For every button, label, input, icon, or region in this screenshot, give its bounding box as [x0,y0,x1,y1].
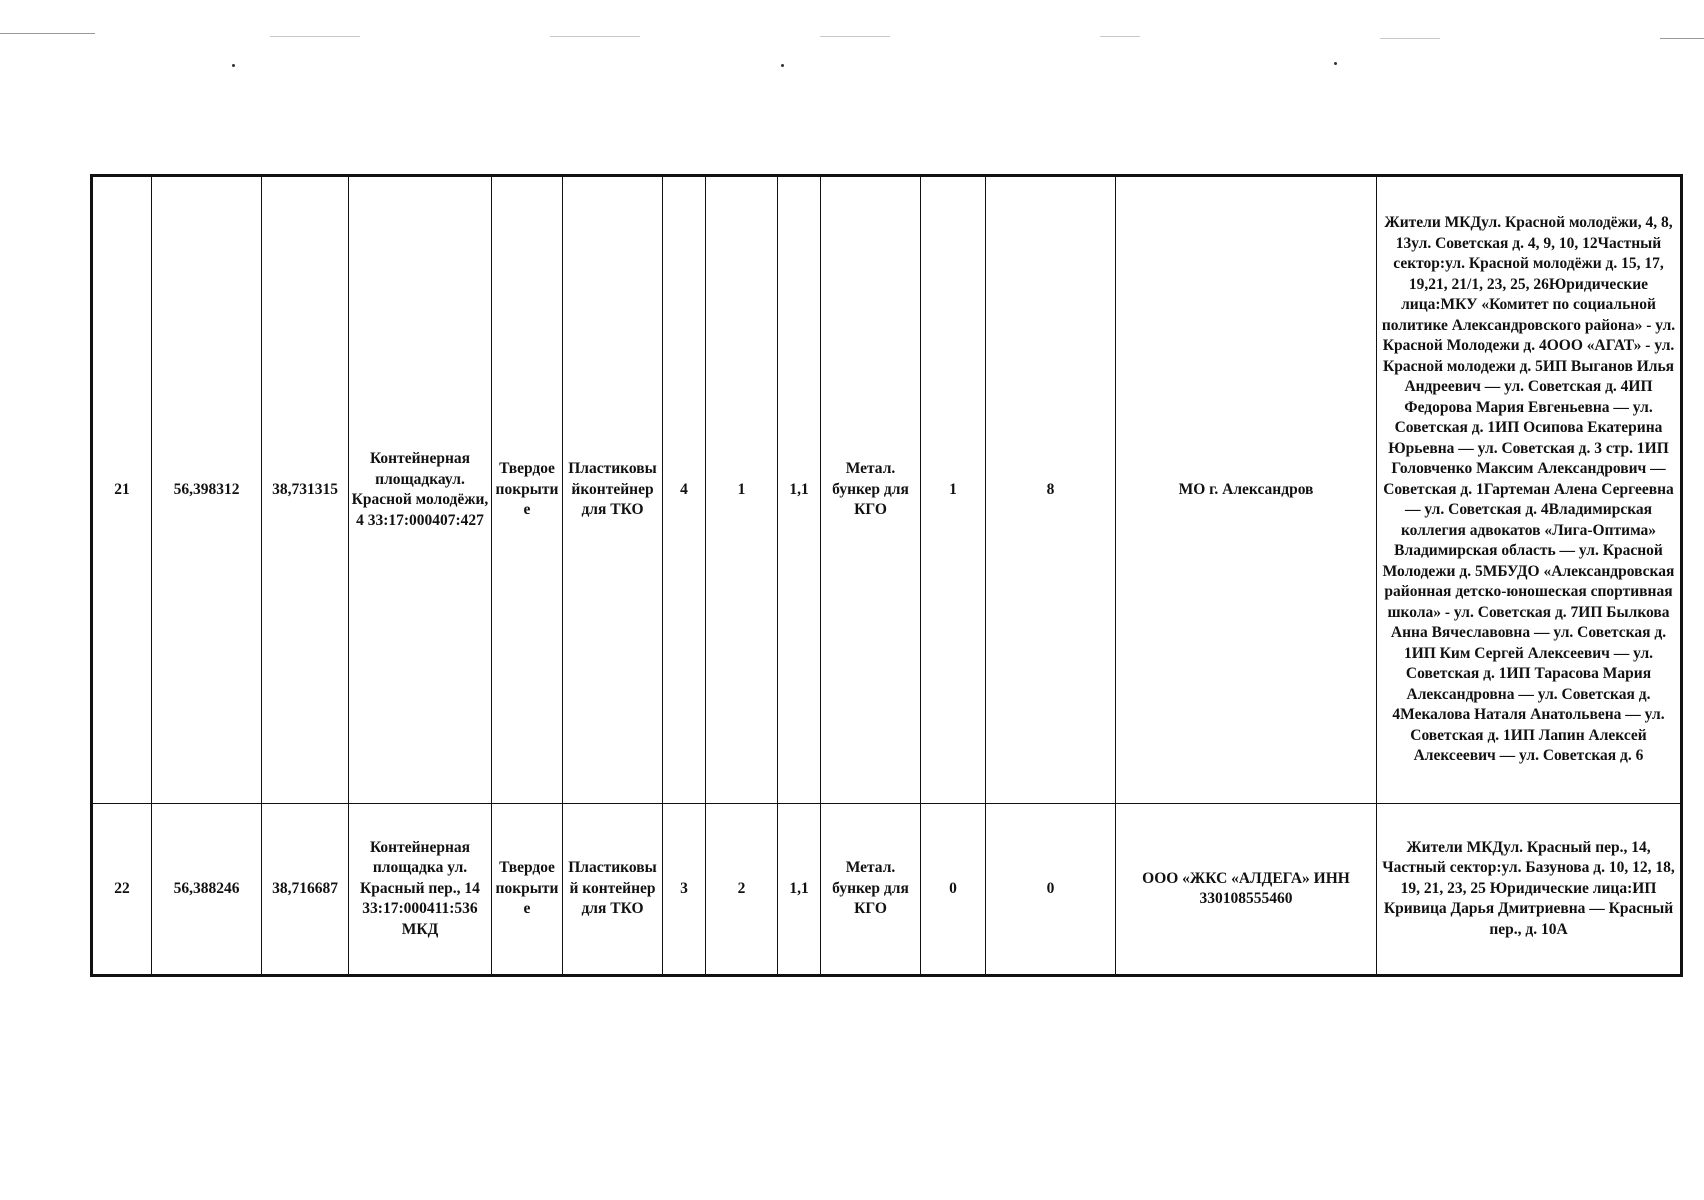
scan-artifact-line [820,36,890,37]
scan-artifact-line [1100,36,1140,37]
surface-cell: Твердое покрытие [492,804,563,976]
scan-dot [1334,62,1337,65]
site-cell: Контейнерная площадкаул. Красной молодёжи, 4 33:17:000407:427 [349,176,492,804]
row-number: 22 [92,804,152,976]
bunker-volume-cell: 8 [986,176,1116,804]
owner-cell: ООО «ЖКС «АЛДЕГА» ИНН 330108555460 [1116,804,1377,976]
served-sources-cell: Жители МКДул. Красной молодёжи, 4, 8, 13ул. Советская д. 4, 9, 10, 12Частный сектор:ул. Красной молодёжи д. 15, 17, 19,21, 21/1, 23, 25, 26Юридические лица:МКУ «Комитет по социальной политике Александровского района» - ул. Красной Молодежи д. 4ООО «АГАТ» - ул. Красной молодежи д. 5ИП Выганов Илья Андреевич — ул. Советская д. 4ИП Федорова Мария Евгеньевна — ул. Советская д. 1ИП Осипова Екатерина Юрьевна — ул. Советская д. 3 стр. 1ИП Головченко Максим Александрович — Советская д. 1Гартеман Алена Сергеевна — ул. Советская д. 4Владимирская коллегия адвокатов «Лига-Оптима» Владимирская область — ул. Красной Молодежи д. 5МБУДО «Александровская районная детско-юношеская спортивная школа» - ул. Советская д. 7ИП Былкова Анна Вячеславовна — ул. Советская д. 1ИП Ким Сергей Алексеевич — ул. Советская д. 1ИП Тарасова Мария Александровна — ул. Советская д. 4Мекалова Наталя Анатольвена — ул. Советская д. 1ИП Лапин Алексей Алексеевич — ул. Советская д. 6 [1377,176,1682,804]
bunker-count-cell: 0 [921,804,986,976]
table-row [92,804,1682,976]
planned-count-cell: 2 [706,804,778,976]
scan-dot [232,64,235,67]
bunker-volume-cell: 0 [986,804,1116,976]
owner-cell: МО г. Александров [1116,176,1377,804]
waste-sites-table [90,174,1683,977]
scan-artifact-line [550,36,640,37]
served-sources-cell: Жители МКДул. Красный пер., 14, Частный сектор:ул. Базунова д. 10, 12, 18, 19, 21, 23, 25 Юридические лица:ИП Кривица Дарья Дмитриевна — Красный пер., д. 10А [1377,804,1682,976]
longitude-cell: 38,731315 [262,176,349,804]
scan-artifact-line [0,33,95,34]
surface-cell: Твердое покрытие [492,176,563,804]
volume-cell: 1,1 [778,804,821,976]
row-number: 21 [92,176,152,804]
scan-dot [781,64,784,67]
containers-count-cell: 4 [663,176,706,804]
bunker-cell: Метал. бункер для КГО [821,804,921,976]
site-cell: Контейнерная площадка ул. Красный пер., 14 33:17:000411:536 МКД [349,804,492,976]
planned-count-cell: 1 [706,176,778,804]
volume-cell: 1,1 [778,176,821,804]
bunker-cell: Метал. бункер для КГО [821,176,921,804]
container-type-cell: Пластиковыйконтейнер для ТКО [563,176,663,804]
latitude-cell: 56,388246 [152,804,262,976]
scan-artifact-line [1660,38,1704,39]
scan-artifact-line [270,36,360,37]
longitude-cell: 38,716687 [262,804,349,976]
container-type-cell: Пластиковый контейнер для ТКО [563,804,663,976]
table-row [92,176,1682,804]
latitude-cell: 56,398312 [152,176,262,804]
containers-count-cell: 3 [663,804,706,976]
bunker-count-cell: 1 [921,176,986,804]
scan-artifact-line [1380,38,1440,39]
